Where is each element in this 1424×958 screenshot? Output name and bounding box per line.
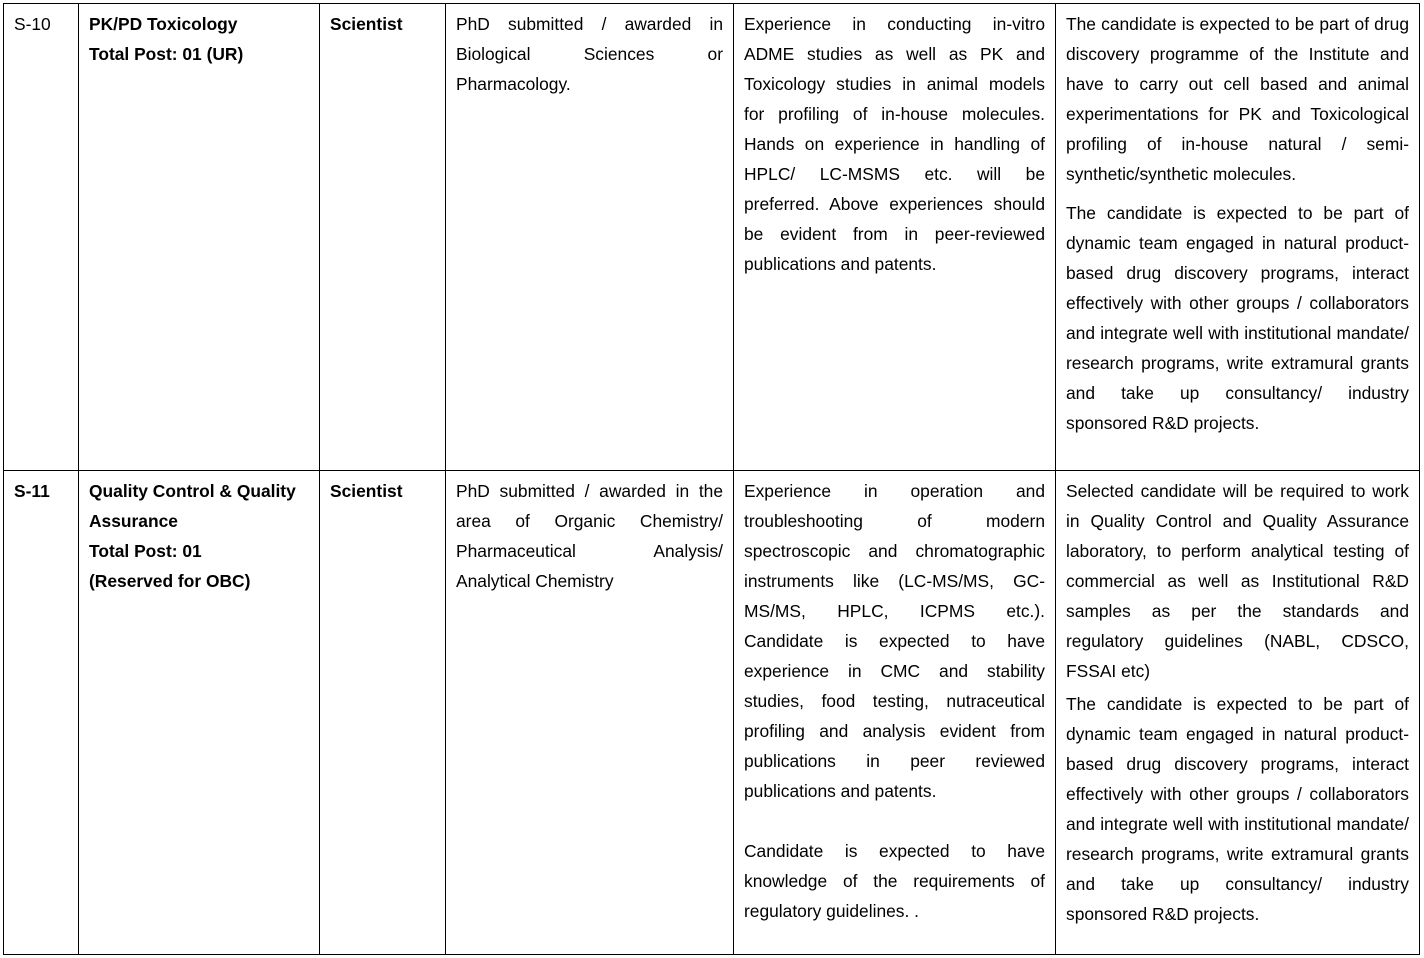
- post-title: Quality Control & Quality Assurance: [89, 481, 296, 531]
- post-name-cell: [79, 471, 320, 955]
- qualification-text: PhD submitted / awarded in the area of Organic Chemistry/ Pharmaceutical Analysis/ Analytical Chemistry: [456, 481, 723, 591]
- experience-text: Experience in conducting in-vitro ADME studies as well as PK and Toxicology studies in animal models for profiling of in-house molecules. Hands on experience in handling of HPLC/ LC-MSMS etc. will be preferred. Above experiences should be evident from in peer-reviewed publications and patents.: [744, 14, 1045, 274]
- experience-cell: [734, 4, 1056, 471]
- table-row: [4, 4, 1420, 471]
- qualification-cell: [446, 4, 734, 471]
- paragraph-spacer: [744, 806, 1045, 836]
- job-description-cell: [1056, 471, 1420, 955]
- post-code: S-11: [14, 481, 50, 501]
- qualification-text: PhD submitted / awarded in Biological Sciences or Pharmacology.: [456, 14, 723, 94]
- table-row: [4, 471, 1420, 955]
- job-description-cell: [1056, 4, 1420, 471]
- post-code: S-10: [14, 14, 51, 34]
- job-description-text: Selected candidate will be required to work in Quality Control and Quality Assurance laboratory, to perform analytical testing of commercial as well as Institutional R&D samples as per the standards and regulatory guidelines (NABL, CDSCO, FSSAI etc): [1066, 481, 1409, 681]
- post-count: Total Post: 01 (UR): [89, 44, 244, 64]
- experience-cell: [734, 471, 1056, 955]
- qualification-cell: [446, 471, 734, 955]
- post-code-cell: [4, 4, 79, 471]
- post-title: PK/PD Toxicology: [89, 14, 238, 34]
- post-name-cell: [79, 4, 320, 471]
- designation: Scientist: [330, 481, 403, 501]
- post-count: Total Post: 01: [89, 541, 202, 561]
- designation-cell: [320, 471, 446, 955]
- designation: Scientist: [330, 14, 403, 34]
- recruitment-table: [3, 3, 1420, 955]
- post-code-cell: [4, 471, 79, 955]
- designation-cell: [320, 4, 446, 471]
- job-description-text: The candidate is expected to be part of dynamic team engaged in natural product-based drug discovery programs, interact effectively with other groups / collaborators and integrate well with institutional mandate/ research programs, write extramural grants and take up consultancy/ industry sponsored R&D projects.: [1066, 694, 1409, 924]
- experience-text: Candidate is expected to have knowledge of the requirements of regulatory guidelines. .: [744, 841, 1045, 921]
- job-description-text: The candidate is expected to be part of dynamic team engaged in natural product-based drug discovery programs, interact effectively with other groups / collaborators and integrate well with institutional mandate/ research programs, write extramural grants and take up consultancy/ industry sponsored R&D projects.: [1066, 203, 1409, 433]
- experience-text: Experience in operation and troubleshooting of modern spectroscopic and chromatographic instruments like (LC-MS/MS, GC-MS/MS, HPLC, ICPMS etc.). Candidate is expected to have experience in CMC and stability studies, food testing, nutraceutical profiling and analysis evident from publications in peer reviewed publications and patents.: [744, 481, 1045, 801]
- post-reservation: (Reserved for OBC): [89, 571, 251, 591]
- job-description-text: The candidate is expected to be part of drug discovery programme of the Institute and have to carry out cell based and animal experimentations for PK and Toxicological profiling of in-house natural / semi-synthetic/synthetic molecules.: [1066, 14, 1409, 184]
